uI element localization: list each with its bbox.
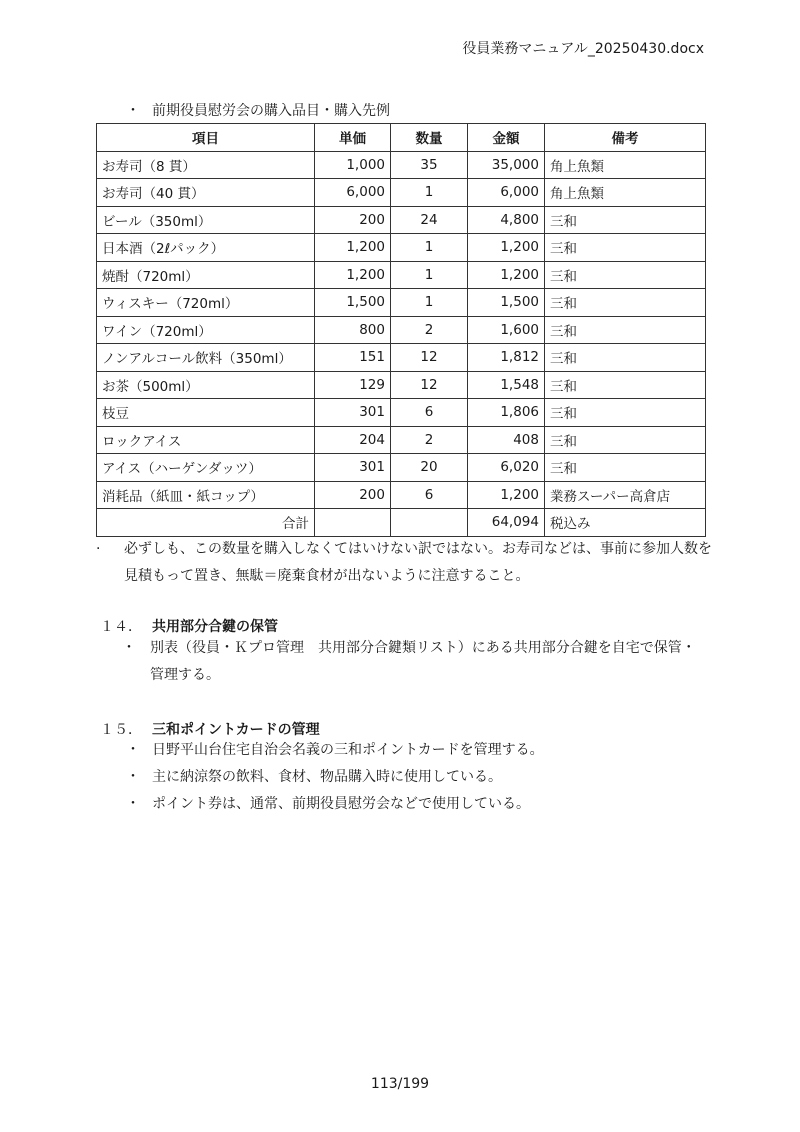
cell-item: 焼酎（720ml） xyxy=(97,261,315,289)
purchase-caption-text: 前期役員慰労会の購入品目・購入先例 xyxy=(152,103,390,119)
cell-qty: 12 xyxy=(391,371,468,399)
cell-note: 三和 xyxy=(545,289,706,317)
table-header-row xyxy=(97,124,706,152)
cell-item: ビール（350ml） xyxy=(97,206,315,234)
cell-item: アイス（ハーゲンダッツ） xyxy=(97,454,315,482)
table-row xyxy=(97,399,706,427)
cell-note: 三和 xyxy=(545,261,706,289)
cell-price: 129 xyxy=(315,371,391,399)
section-15-item-3: ポイント券は、通常、前期役員慰労会などで使用している。 xyxy=(152,796,530,812)
cell-price: 301 xyxy=(315,399,391,427)
cell-note: 角上魚類 xyxy=(545,179,706,207)
column-header-amount: 金額 xyxy=(468,124,545,152)
cell-price: 151 xyxy=(315,344,391,372)
table-row xyxy=(97,179,706,207)
total-price-empty xyxy=(315,509,391,537)
cell-note: 三和 xyxy=(545,234,706,262)
cell-note: 業務スーパー高倉店 xyxy=(545,481,706,509)
note-bullet: · xyxy=(96,541,101,557)
cell-item: ウィスキー（720ml） xyxy=(97,289,315,317)
total-row xyxy=(97,509,706,537)
cell-item: 枝豆 xyxy=(97,399,315,427)
total-label: 合計 xyxy=(97,509,315,537)
cell-price: 6,000 xyxy=(315,179,391,207)
total-amount: 64,094 xyxy=(468,509,545,537)
table-row xyxy=(97,206,706,234)
cell-qty: 1 xyxy=(391,289,468,317)
cell-item: ノンアルコール飲料（350ml） xyxy=(97,344,315,372)
cell-amount: 1,812 xyxy=(468,344,545,372)
cell-amount: 6,020 xyxy=(468,454,545,482)
cell-note: 三和 xyxy=(545,206,706,234)
table-row xyxy=(97,371,706,399)
section-14-heading xyxy=(100,616,278,636)
cell-item: ワイン（720ml） xyxy=(97,316,315,344)
page-number: 113/199 xyxy=(370,1076,430,1092)
section-14-bullet: ・ xyxy=(122,640,136,656)
column-header-item: 項目 xyxy=(97,124,315,152)
cell-amount: 1,500 xyxy=(468,289,545,317)
cell-note: 角上魚類 xyxy=(545,151,706,179)
section-14-number: １４． xyxy=(100,619,142,635)
cell-amount: 408 xyxy=(468,426,545,454)
cell-qty: 1 xyxy=(391,179,468,207)
cell-note: 三和 xyxy=(545,399,706,427)
cell-amount: 1,200 xyxy=(468,481,545,509)
table-row xyxy=(97,454,706,482)
cell-price: 1,200 xyxy=(315,261,391,289)
table-row xyxy=(97,261,706,289)
cell-price: 1,200 xyxy=(315,234,391,262)
cell-price: 800 xyxy=(315,316,391,344)
table-row xyxy=(97,234,706,262)
section-15-number: １５． xyxy=(100,722,142,738)
cell-price: 200 xyxy=(315,206,391,234)
cell-qty: 1 xyxy=(391,234,468,262)
cell-qty: 6 xyxy=(391,481,468,509)
cell-qty: 6 xyxy=(391,399,468,427)
purchase-caption xyxy=(126,100,390,120)
section-15-heading xyxy=(100,719,320,739)
cell-qty: 2 xyxy=(391,316,468,344)
note-text: 必ずしも、この数量を購入しなくてはいけない訳ではない。お寿司などは、事前に参加人数を見積もって置き、無駄＝廃棄食材が出ないように注意すること。 xyxy=(124,541,712,584)
quantity-note xyxy=(96,536,716,590)
cell-item: ロックアイス xyxy=(97,426,315,454)
cell-qty: 1 xyxy=(391,261,468,289)
cell-price: 204 xyxy=(315,426,391,454)
cell-amount: 4,800 xyxy=(468,206,545,234)
cell-item: お寿司（8 貫） xyxy=(97,151,315,179)
cell-amount: 1,548 xyxy=(468,371,545,399)
cell-note: 三和 xyxy=(545,344,706,372)
section-15-bullet-3: ・ xyxy=(126,796,140,812)
cell-qty: 2 xyxy=(391,426,468,454)
cell-qty: 35 xyxy=(391,151,468,179)
cell-item: 消耗品（紙皿・紙コップ） xyxy=(97,481,315,509)
cell-note: 三和 xyxy=(545,371,706,399)
column-header-qty: 数量 xyxy=(391,124,468,152)
cell-item: お寿司（40 貫） xyxy=(97,179,315,207)
purchase-table xyxy=(96,123,706,537)
section-15-title: 三和ポイントカードの管理 xyxy=(152,722,320,738)
section-15-item-1: 日野平山台住宅自治会名義の三和ポイントカードを管理する。 xyxy=(152,742,544,758)
cell-amount: 1,600 xyxy=(468,316,545,344)
total-qty-empty xyxy=(391,509,468,537)
cell-amount: 1,200 xyxy=(468,261,545,289)
cell-qty: 12 xyxy=(391,344,468,372)
table-row xyxy=(97,151,706,179)
cell-qty: 20 xyxy=(391,454,468,482)
cell-note: 三和 xyxy=(545,454,706,482)
cell-amount: 1,200 xyxy=(468,234,545,262)
total-note: 税込み xyxy=(545,509,706,537)
document-filename: 役員業務マニュアル_20250430.docx xyxy=(462,41,704,57)
cell-amount: 1,806 xyxy=(468,399,545,427)
table-row xyxy=(97,426,706,454)
cell-price: 1,000 xyxy=(315,151,391,179)
bullet-glyph: ・ xyxy=(126,103,140,119)
section-14-title: 共用部分合鍵の保管 xyxy=(152,619,278,635)
cell-price: 1,500 xyxy=(315,289,391,317)
cell-amount: 35,000 xyxy=(468,151,545,179)
section-14-item: 別表（役員・Ｋプロ管理 共用部分合鍵類リスト）にある共用部分合鍵を自宅で保管・管理する。 xyxy=(150,640,696,683)
table-row xyxy=(97,481,706,509)
section-15-item-2: 主に納涼祭の飲料、食材、物品購入時に使用している。 xyxy=(152,769,502,785)
cell-amount: 6,000 xyxy=(468,179,545,207)
cell-note: 三和 xyxy=(545,316,706,344)
cell-item: 日本酒（2ℓパック） xyxy=(97,234,315,262)
column-header-price: 単価 xyxy=(315,124,391,152)
cell-note: 三和 xyxy=(545,426,706,454)
table-row xyxy=(97,289,706,317)
section-15-bullet-1: ・ xyxy=(126,742,140,758)
table-row xyxy=(97,344,706,372)
section-15-bullet-2: ・ xyxy=(126,769,140,785)
cell-qty: 24 xyxy=(391,206,468,234)
cell-item: お茶（500ml） xyxy=(97,371,315,399)
column-header-note: 備考 xyxy=(545,124,706,152)
table-row xyxy=(97,316,706,344)
cell-price: 200 xyxy=(315,481,391,509)
cell-price: 301 xyxy=(315,454,391,482)
